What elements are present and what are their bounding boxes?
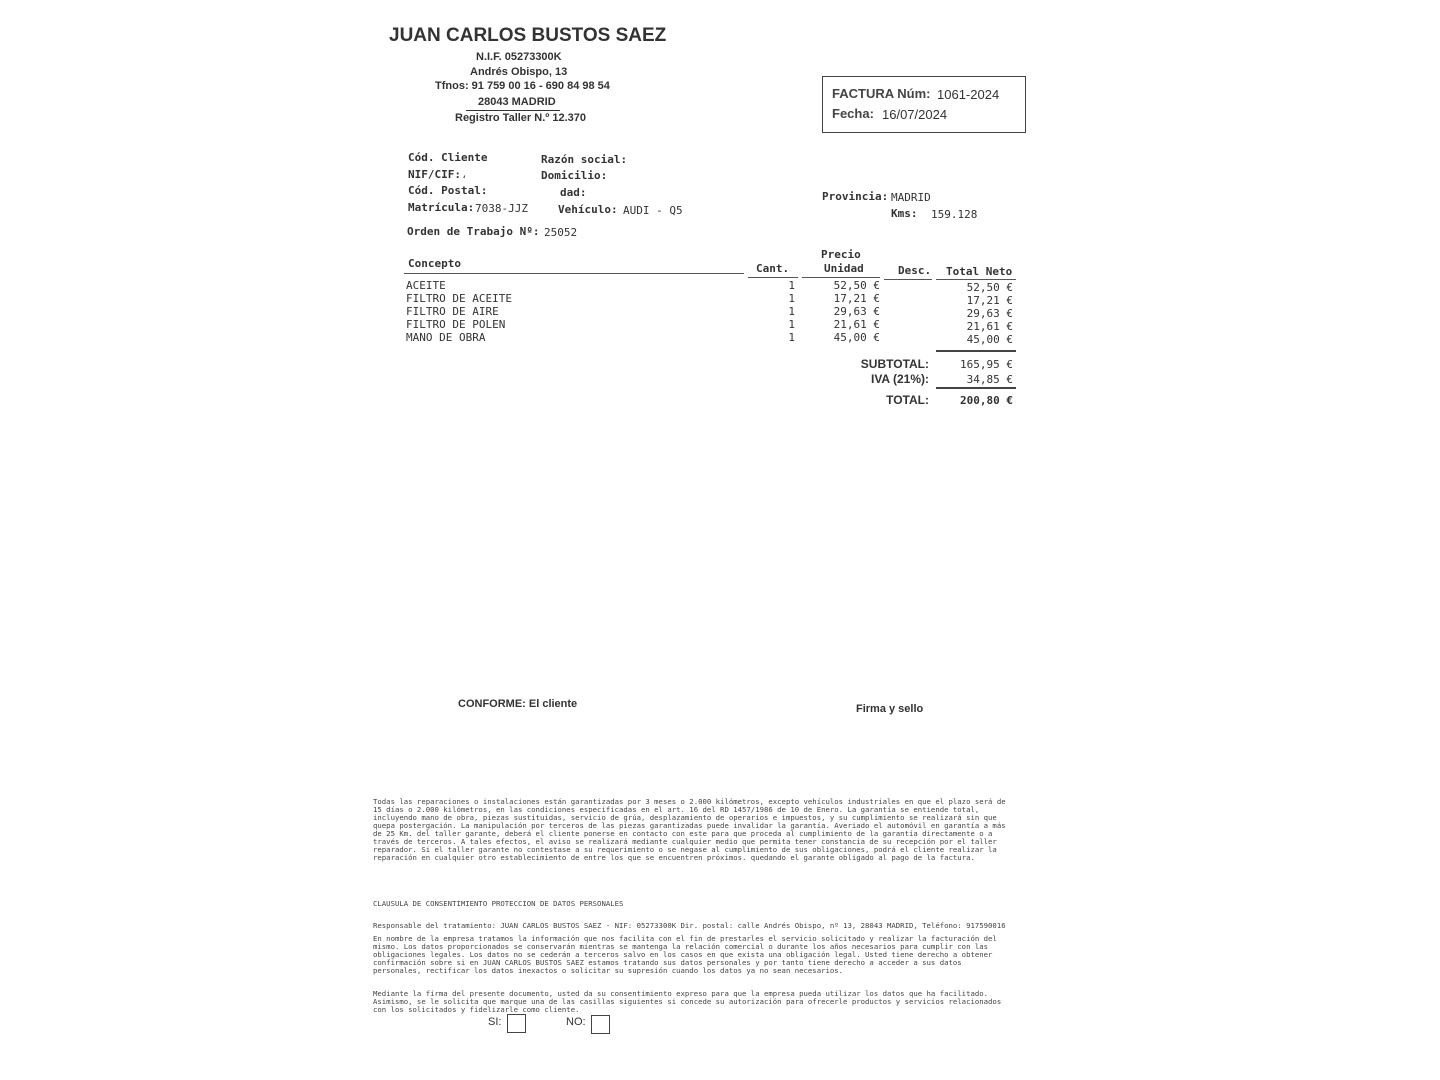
orden-trabajo-value: 25052 — [544, 226, 578, 239]
total-value: 200,80 € — [960, 394, 1013, 407]
conforme-label: CONFORME: El cliente — [458, 698, 578, 710]
header-rule-precio — [802, 277, 880, 278]
header-rule-total — [936, 279, 1016, 280]
col-precio-header-1: Precio — [821, 248, 861, 261]
row-cant: 1 — [788, 331, 795, 344]
data-protection-title: CLAUSULA DE CONSENTIMIENTO PROTECCION DE DATOS PERSONALES — [373, 899, 624, 908]
header-rule-concepto — [404, 273, 744, 274]
invoice-box — [822, 76, 1026, 133]
row-concepto: MANO DE OBRA — [406, 331, 486, 344]
factura-label: FACTURA Núm: — [832, 86, 931, 101]
kms-value: 159.128 — [931, 208, 978, 221]
matricula-label: Matrícula: — [408, 201, 475, 214]
row-total: 29,63 € — [966, 307, 1013, 320]
provincia-label: Provincia: — [822, 190, 889, 203]
row-concepto: FILTRO DE POLEN — [406, 318, 506, 331]
si-label: SI: — [488, 1016, 502, 1028]
data-processing-text: En nombre de la empresa tratamos la información que nos facilita con el fin de prestarles el servicio solicitado y realizar la facturación del mismo. Los datos proporcionados se conservarán mientras se mantenga la relación comercial o durante los años necesarios para cumplir con las obligaciones legales. Los datos no se cederán a terceros salvo en los casos en que exista una obligación legal. Usted tiene derecho a obtener confirmación sobre si en JUAN CARLOS BUSTOS SAEZ estamos tratando sus datos personales y por tanto tiene derecho a acceder a sus datos personales, rectificar los datos inexactos o solicitar su supresión cuando los datos ya no sean necesarios. — [373, 934, 997, 976]
row-total: 45,00 € — [966, 333, 1013, 346]
razon-social-label: Razón social: — [541, 153, 628, 166]
iva-rule — [936, 387, 1016, 389]
company-city: 28043 MADRID — [478, 96, 556, 108]
firma-label: Firma y sello — [856, 703, 924, 715]
subtotal-rule — [936, 350, 1016, 352]
row-precio: 52,50 € — [833, 279, 880, 292]
row-precio: 29,63 € — [833, 305, 880, 318]
company-address: Andrés Obispo, 13 — [470, 66, 568, 78]
row-cant: 1 — [788, 318, 795, 331]
factura-number: 1061-2024 — [937, 87, 1000, 102]
total-label: TOTAL: — [886, 393, 929, 407]
cod-postal-label: Cód. Postal: — [408, 184, 488, 197]
matricula-value: 7038-JJZ — [475, 202, 528, 215]
nif-value: ، — [461, 168, 468, 181]
row-cant: 1 — [788, 292, 795, 305]
row-cant: 1 — [788, 279, 795, 292]
no-checkbox[interactable] — [591, 1015, 610, 1034]
ciudad-label: dad: — [560, 186, 587, 199]
no-label: NO: — [566, 1016, 586, 1028]
col-concepto-header: Concepto — [408, 257, 461, 270]
iva-value: 34,85 € — [966, 373, 1013, 386]
orden-trabajo-label: Orden de Trabajo Nº: — [407, 225, 540, 238]
row-concepto: FILTRO DE ACEITE — [406, 292, 512, 305]
company-registro: Registro Taller N.º 12.370 — [455, 112, 586, 124]
row-precio: 21,61 € — [833, 318, 880, 331]
nif-label: NIF/CIF: — [408, 168, 461, 181]
row-precio: 45,00 € — [833, 331, 880, 344]
kms-label: Kms: — [891, 207, 918, 220]
city-underline — [466, 110, 560, 111]
si-checkbox[interactable] — [507, 1014, 526, 1033]
guarantee-text: Todas las reparaciones o instalaciones están garantizadas por 3 meses o 2.000 kilómetros, excepto vehículos industriales en que el plazo será de 15 días o 2.000 kilómetros, en las condiciones especificadas en el art. 16 del RD 1457/1986 de 10 de Enero. La garantía se entiende total, incluyendo mano de obra, piezas sustituidas, servicio de grúa, desplazamiento de operarios e impuestos, y su cumplimiento se realizará sin que quepa postergación. La manipulación por terceros de las piezas garantizadas puede invalidar la garantía. Averiado el automóvil en garantía a más de 25 Km. del taller garante, deberá el cliente ponerse en contacto con este para que proceda al cumplimiento de la garantía directamente o a través de terceros. A tales efectos, el aviso se realizará mediante cualquier medio que permita tener constancia de su recepción por el taller reparador. Si el taller garante no contestase a su requerimiento o se negase al cumplimiento de sus obligaciones, podrá el cliente realizar la reparación en cualquier otro establecimiento de entre los que se encuentren próximos. quedando el garante obligado al pago de la factura. — [373, 797, 1006, 863]
vehiculo-label: Vehículo: — [558, 203, 618, 216]
row-cant: 1 — [788, 305, 795, 318]
fecha-value: 16/07/2024 — [882, 107, 948, 122]
header-rule-desc — [884, 279, 932, 280]
row-total: 17,21 € — [966, 294, 1013, 307]
row-concepto: FILTRO DE AIRE — [406, 305, 499, 318]
col-total-header: Total Neto — [946, 265, 1013, 278]
provincia-value: MADRID — [891, 191, 931, 204]
col-cant-header: Cant. — [756, 262, 790, 275]
company-name: JUAN CARLOS BUSTOS SAEZ — [389, 25, 667, 46]
fecha-label: Fecha: — [832, 106, 874, 121]
iva-label: IVA (21%): — [870, 372, 929, 386]
cod-cliente-label: Cód. Cliente — [408, 151, 488, 164]
col-precio-header-2: Unidad — [824, 262, 864, 275]
header-rule-cant — [748, 277, 798, 278]
row-total: 52,50 € — [966, 281, 1013, 294]
subtotal-value: 165,95 € — [960, 358, 1013, 371]
row-total: 21,61 € — [966, 320, 1013, 333]
row-precio: 17,21 € — [833, 292, 880, 305]
vehiculo-value: AUDI - Q5 — [623, 204, 683, 217]
company-nif: N.I.F. 05273300K — [476, 51, 562, 63]
data-controller-text: Responsable del tratamiento: JUAN CARLOS BUSTOS SAEZ - NIF: 05273300K Dir. postal: calle Andrés Obispo, nº 13, 28043 MADRID, Teléfono: 917590016 — [373, 921, 1006, 930]
col-desc-header: Desc. — [898, 264, 932, 277]
row-concepto: ACEITE — [406, 279, 446, 292]
company-phones: Tfnos: 91 759 00 16 - 690 84 98 54 — [435, 80, 610, 92]
consent-text: Mediante la firma del presente documento, usted da su consentimiento expreso para que la empresa pueda utilizar los datos que ha facilitado. Asimismo, se le solicita que marque una de las casillas siguientes si concede su autorización para ofrecerle productos y servicios relacionados con los solicitados y fidelizarle como cliente. — [373, 989, 1002, 1015]
domicilio-label: Domicilio: — [541, 169, 608, 182]
subtotal-label: SUBTOTAL: — [860, 357, 929, 371]
